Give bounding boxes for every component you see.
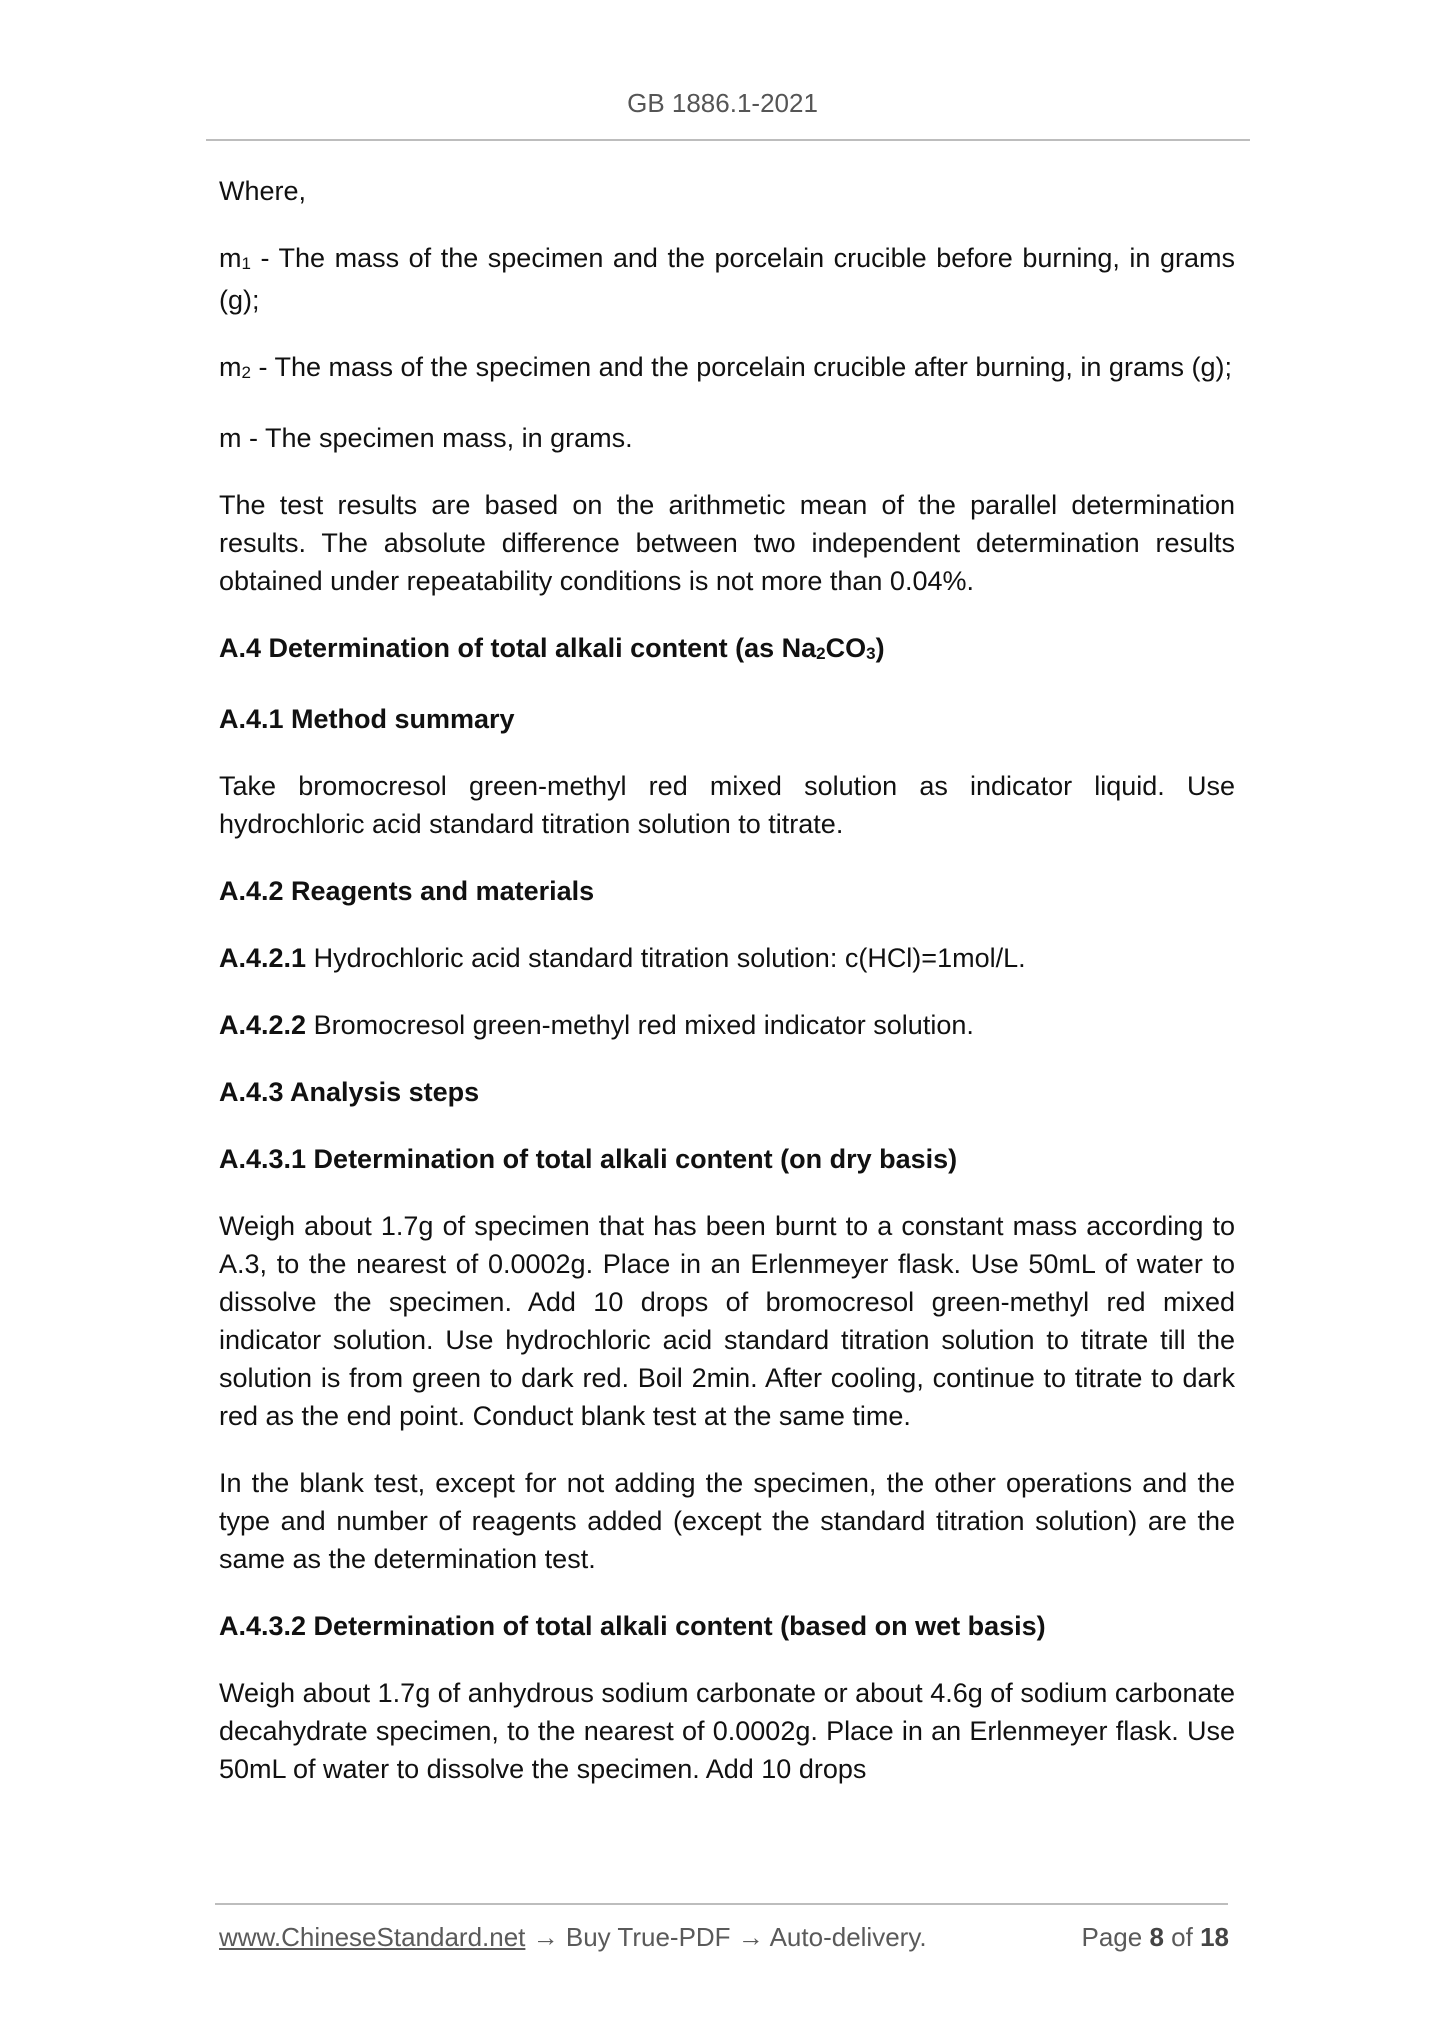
total-pages: 18 (1200, 1922, 1229, 1952)
section-a4-heading: A.4 Determination of total alkali content (as $Na_2CO_3$) (219, 633, 885, 663)
reagent-a421: A.4.2.1 Hydrochloric acid standard titration solution: c(HCl)=1mol/L. (219, 943, 1026, 973)
website-link[interactable]: www.ChineseStandard.net (219, 1922, 526, 1952)
arrow-icon: → (730, 1922, 770, 1952)
section-a43-heading: A.4.3 Analysis steps (219, 1077, 480, 1107)
section-a41-heading: A.4.1 Method summary (219, 704, 515, 734)
document-id-header: GB 1886.1-2021 (627, 88, 818, 118)
method-summary-text: Take bromocresol green-methyl red mixed solution as indicator liquid. Use hydrochloric acid standard titration solution to titrate. (219, 771, 1235, 839)
definition-m1: $m_1$ - The mass of the specimen and the porcelain crucible before burning, in grams (g); (219, 243, 1235, 315)
section-a431-heading: A.4.3.1 Determination of total alkali content (on dry basis) (219, 1144, 958, 1174)
section-a432-heading: A.4.3.2 Determination of total alkali content (based on wet basis) (219, 1611, 1046, 1641)
results-paragraph: The test results are based on the arithmetic mean of the parallel determination results. The absolute difference between two independent determination results obtained under repeatability conditions is not more than 0.04%. (219, 490, 1235, 596)
definition-m: m - The specimen mass, in grams. (219, 423, 633, 453)
arrow-icon: → (525, 1922, 566, 1952)
page-footer: www.ChineseStandard.net → Buy True-PDF → Auto-delivery. Page 8 of 18 (219, 1922, 1229, 1952)
wet-basis-procedure: Weigh about 1.7g of anhydrous sodium carbonate or about 4.6g of sodium carbonate decahydrate specimen, to the nearest of 0.0002g. Place in an Erlenmeyer flask. Use 50mL of water to dissolve the specimen. Add 10 drops (219, 1678, 1235, 1784)
current-page: 8 (1149, 1922, 1164, 1952)
header-rule (206, 139, 1250, 141)
page-content (219, 172, 1235, 1817)
definition-m2: $m_2$ - The mass of the specimen and the porcelain crucible after burning, in grams (g); (219, 352, 1232, 382)
page-indicator: Page 8 of 18 (1081, 1922, 1229, 1952)
blank-test-paragraph: In the blank test, except for not adding the specimen, the other operations and the type and number of reagents added (except the standard titration solution) are the same as the determination test. (219, 1468, 1235, 1574)
footer-rule (215, 1903, 1228, 1905)
reagent-a422: A.4.2.2 Bromocresol green-methyl red mixed indicator solution. (219, 1010, 974, 1040)
dry-basis-procedure: Weigh about 1.7g of specimen that has been burnt to a constant mass according to A.3, to the nearest of 0.0002g. Place in an Erlenmeyer flask. Use 50mL of water to dissolve the specimen. Add 10 drops of bromocresol green-methyl red mixed indicator solution. Use hydrochloric acid standard titration solution to titrate till the solution is from green to dark red. Boil 2min. After cooling, continue to titrate to dark red as the end point. Conduct blank test at the same time. (219, 1211, 1235, 1431)
where-label: Where, (219, 176, 307, 206)
section-a42-heading: A.4.2 Reagents and materials (219, 876, 595, 906)
